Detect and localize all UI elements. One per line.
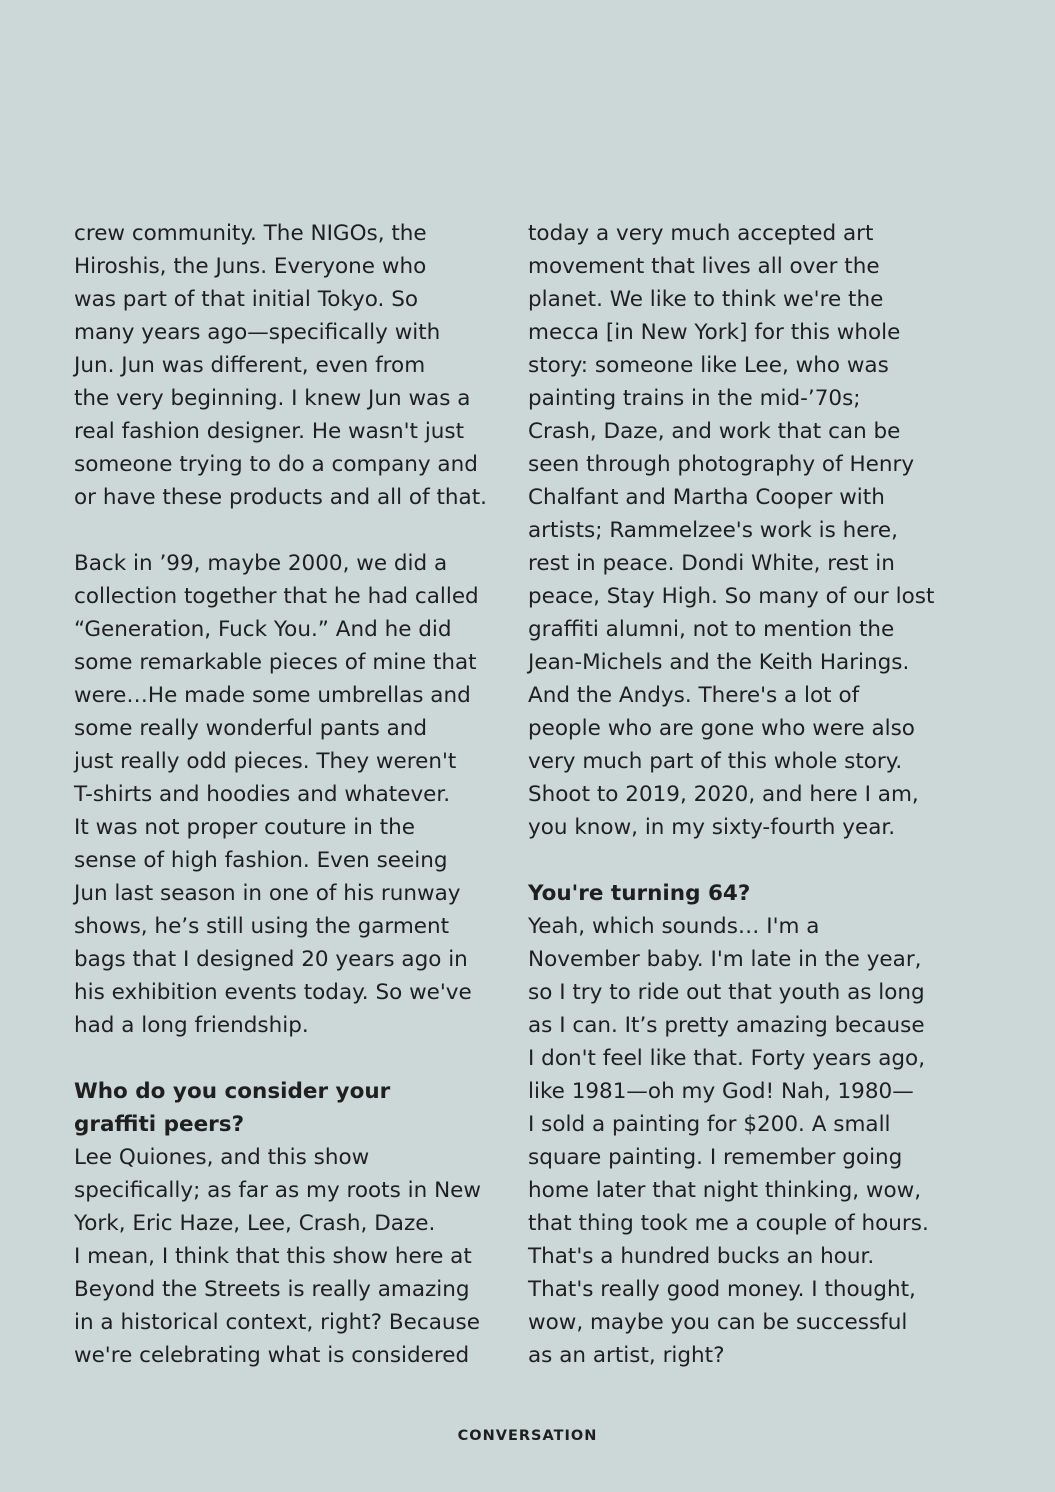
- answer-peers: [74, 1141, 499, 1372]
- text-line: today a very much accepted art: [528, 221, 874, 246]
- text-line: someone trying to do a company and: [74, 452, 478, 477]
- text-line: the very beginning. I knew Jun was a: [74, 386, 471, 411]
- text-line: peace, Stay High. So many of our lost: [528, 584, 935, 609]
- text-line: movement that lives all over the: [528, 254, 880, 279]
- question-line: Who do you consider your: [74, 1079, 391, 1104]
- paragraph-art-movement: [528, 217, 948, 844]
- text-line: mecca [in New York] for this whole: [528, 320, 901, 345]
- text-line: collection together that he had called: [74, 584, 479, 609]
- text-line: I don't feel like that. Forty years ago,: [528, 1046, 926, 1071]
- text-line: story: someone like Lee, who was: [528, 353, 889, 378]
- text-line: Crash, Daze, and work that can be: [528, 419, 901, 444]
- text-line: Jun. Jun was different, even from: [74, 353, 426, 378]
- text-line: crew community. The NIGOs, the: [74, 221, 427, 246]
- question-line: graffiti peers?: [74, 1112, 245, 1137]
- answer-age: [528, 910, 948, 1372]
- text-line: his exhibition events today. So we've: [74, 980, 472, 1005]
- text-line: as an artist, right?: [528, 1343, 725, 1368]
- text-line: seen through photography of Henry: [528, 452, 915, 477]
- text-line: was part of that initial Tokyo. So: [74, 287, 419, 312]
- interview-question-peers: [74, 1075, 499, 1141]
- text-line: Beyond the Streets is really amazing: [74, 1277, 470, 1302]
- text-line: just really odd pieces. They weren't: [74, 749, 457, 774]
- text-line: graffiti alumni, not to mention the: [528, 617, 895, 642]
- text-line: Shoot to 2019, 2020, and here I am,: [528, 782, 919, 807]
- text-line: had a long friendship.: [74, 1013, 309, 1038]
- text-line: That's really good money. I thought,: [528, 1277, 916, 1302]
- text-line: square painting. I remember going: [528, 1145, 903, 1170]
- text-line: some remarkable pieces of mine that: [74, 650, 477, 675]
- text-line: rest in peace. Dondi White, rest in: [528, 551, 895, 576]
- text-line: November baby. I'm late in the year,: [528, 947, 922, 972]
- text-line: I mean, I think that this show here at: [74, 1244, 472, 1269]
- text-line: bags that I designed 20 years ago in: [74, 947, 468, 972]
- text-line: shows, he’s still using the garment: [74, 914, 450, 939]
- text-line: very much part of this whole story.: [528, 749, 903, 774]
- text-line: T-shirts and hoodies and whatever.: [74, 782, 451, 807]
- text-line: That's a hundred bucks an hour.: [528, 1244, 875, 1269]
- text-line: many years ago—specifically with: [74, 320, 441, 345]
- text-line: so I try to ride out that youth as long: [528, 980, 925, 1005]
- text-line: sense of high fashion. Even seeing: [74, 848, 448, 873]
- text-line: planet. We like to think we're the: [528, 287, 884, 312]
- text-line: Jean-Michels and the Keith Harings.: [528, 650, 910, 675]
- text-line: Chalfant and Martha Cooper with: [528, 485, 885, 510]
- text-line: Back in ’99, maybe 2000, we did a: [74, 551, 448, 576]
- text-line: Yeah, which sounds… I'm a: [528, 914, 820, 939]
- text-line: that thing took me a couple of hours.: [528, 1211, 929, 1236]
- text-line: And the Andys. There's a lot of: [528, 683, 860, 708]
- paragraph-collection: [74, 547, 499, 1042]
- text-line: like 1981—oh my God! Nah, 1980—: [528, 1079, 914, 1104]
- text-line: specifically; as far as my roots in New: [74, 1178, 481, 1203]
- text-line: we're celebrating what is considered: [74, 1343, 470, 1368]
- text-line: some really wonderful pants and: [74, 716, 428, 741]
- text-line: I sold a painting for $200. A small: [528, 1112, 891, 1137]
- text-line: Jun last season in one of his runway: [74, 881, 461, 906]
- text-line: real fashion designer. He wasn't just: [74, 419, 465, 444]
- left-column: [74, 217, 499, 1372]
- interview-question-age: [528, 877, 948, 910]
- paragraph-jun-intro: [74, 217, 499, 514]
- text-line: or have these products and all of that.: [74, 485, 487, 510]
- text-line: painting trains in the mid-’70s;: [528, 386, 861, 411]
- text-line: York, Eric Haze, Lee, Crash, Daze.: [74, 1211, 436, 1236]
- text-line: It was not proper couture in the: [74, 815, 415, 840]
- text-line: artists; Rammelzee's work is here,: [528, 518, 898, 543]
- text-line: home later that night thinking, wow,: [528, 1178, 922, 1203]
- text-line: Lee Quiones, and this show: [74, 1145, 370, 1170]
- paragraph-spacer: [528, 844, 948, 877]
- question-line: You're turning 64?: [528, 881, 751, 906]
- text-line: Hiroshis, the Juns. Everyone who: [74, 254, 427, 279]
- text-line: wow, maybe you can be successful: [528, 1310, 908, 1335]
- text-line: “Generation, Fuck You.” And he did: [74, 617, 452, 642]
- text-line: in a historical context, right? Because: [74, 1310, 480, 1335]
- paragraph-spacer: [74, 1042, 499, 1075]
- paragraph-spacer: [74, 514, 499, 547]
- text-line: were…He made some umbrellas and: [74, 683, 471, 708]
- section-footer-label: CONVERSATION: [457, 1428, 598, 1444]
- right-column: [528, 217, 948, 1372]
- text-line: you know, in my sixty-fourth year.: [528, 815, 896, 840]
- text-line: people who are gone who were also: [528, 716, 915, 741]
- text-line: as I can. It’s pretty amazing because: [528, 1013, 925, 1038]
